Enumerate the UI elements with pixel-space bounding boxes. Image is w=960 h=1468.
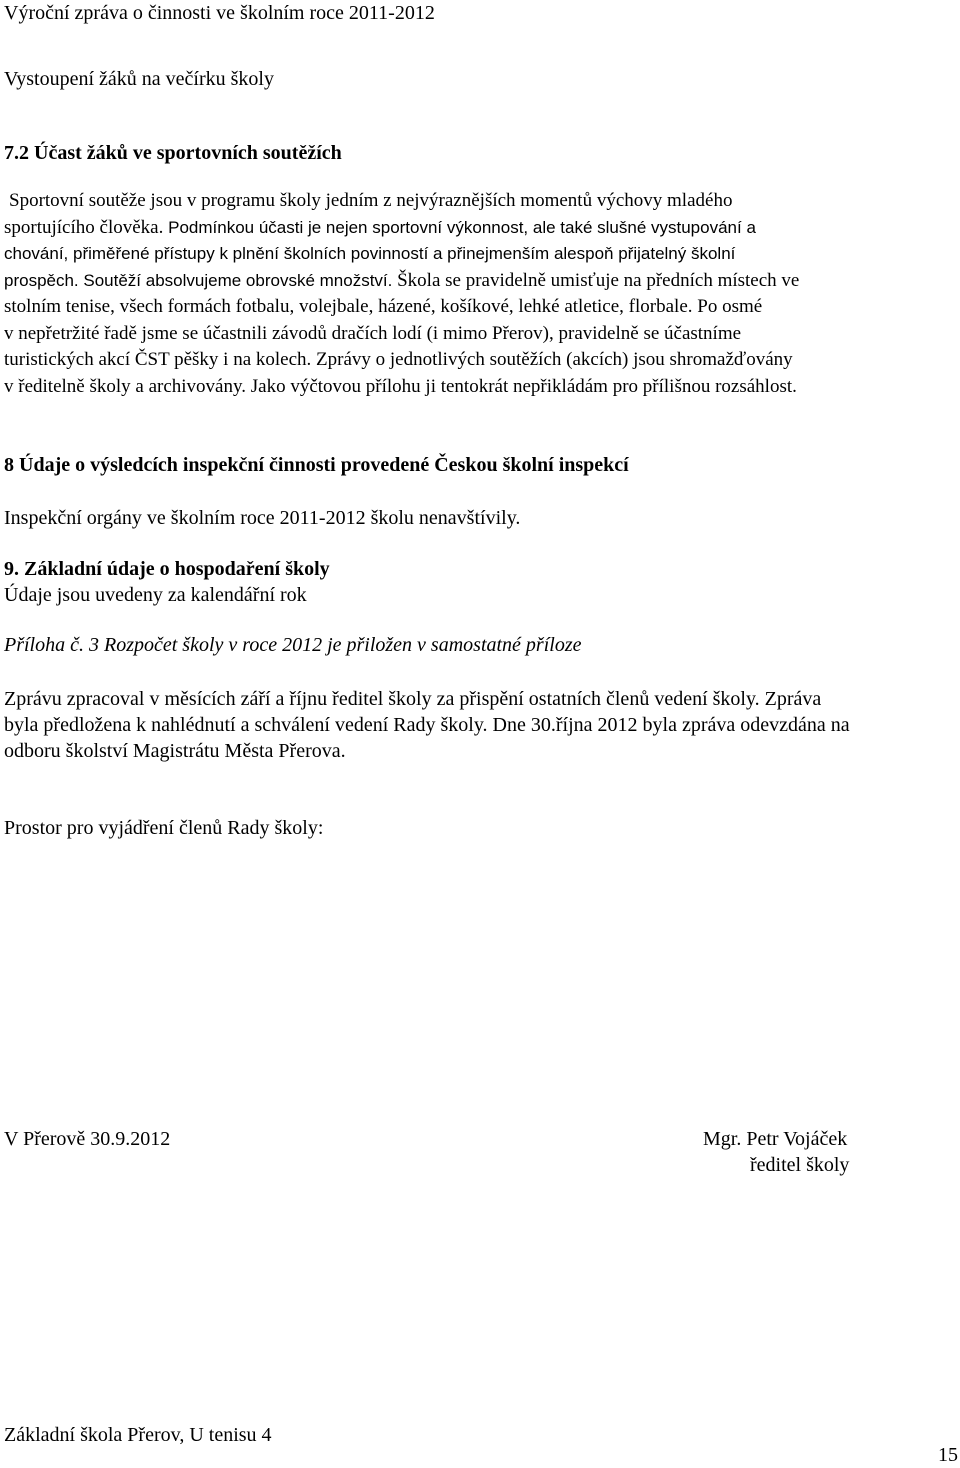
section-9-number: 9.: [4, 558, 19, 580]
report-line: odboru školství Magistrátu Města Přerova.: [4, 740, 346, 762]
body-text: Sportovní soutěže jsou v programu školy jedním z nejvýraznějších momentů výchovy mladého: [9, 190, 733, 211]
body-line: [4, 215, 956, 242]
signatory-role: ředitel školy: [750, 1154, 850, 1176]
body-line: [4, 374, 956, 401]
body-line: [4, 347, 956, 374]
body-line: [4, 294, 956, 321]
performance-note: Vystoupení žáků na večírku školy: [4, 68, 274, 90]
footer-school: Základní škola Přerov, U tenisu 4: [4, 1424, 272, 1446]
body-text: Škola se pravidelně umisťuje na předních místech ve: [397, 269, 800, 291]
body-line: [4, 268, 956, 295]
place-date: V Přerově 30.9.2012: [4, 1128, 171, 1150]
section-7-2-body: [4, 188, 956, 400]
body-text: v nepřetržité řadě jsme se účastnili závodů dračích lodí (i mimo Přerov), pravidelně se účastníme: [4, 322, 742, 344]
inspection-text: Inspekční orgány ve školním roce 2011-2012 školu nenavštívily.: [4, 507, 521, 529]
body-text-sans: chování, přiměřené přístupy k plnění školních povinností a přinejmenším alespoň přijatelný školní: [4, 244, 736, 263]
signature-block: [703, 1126, 849, 1178]
body-text: stolním tenise, všech formách fotbalu, volejbale, házené, košíkové, lehké atletice, florbale. Po osmé: [4, 296, 763, 317]
report-line: byla předložena k nahlédnutí a schválení vedení Rady školy. Dne 30.října 2012 byla zpráva odevzdána na: [4, 714, 850, 736]
council-space-label: Prostor pro vyjádření členů Rady školy:: [4, 817, 324, 839]
page-number: 15: [938, 1444, 958, 1466]
body-text: v ředitelně školy a archivovány. Jako výčtovou přílohu ji tentokrát nepřikládám pro přílišnou rozsáhlost.: [4, 375, 797, 397]
appendix-note: Příloha č. 3 Rozpočet školy v roce 2012 je přiložen v samostatné příloze: [4, 634, 582, 656]
body-text-sans: Podmínkou účasti je nejen sportovní výkonnost, ale také slušné vystupování a: [168, 217, 756, 237]
body-line: [4, 321, 956, 348]
section-8-heading: 8 Údaje o výsledcích inspekční činnosti provedené Českou školní inspekcí: [4, 454, 629, 476]
signatory-name: Mgr. Petr Vojáček: [703, 1128, 848, 1150]
report-paragraph: [4, 686, 850, 764]
body-text: turistických akcí ČST pěšky i na kolech. Zprávy o jednotlivých soutěžích (akcích) jsou shromažďovány: [4, 349, 793, 370]
body-text-sans: prospěch. Soutěží absolvujeme obrovské množství.: [4, 270, 398, 290]
report-line: Zprávu zpracoval v měsících září a říjnu ředitel školy za přispění ostatních členů vedení školy. Zpráva: [4, 688, 822, 710]
body-line: [4, 241, 956, 268]
body-text: sportujícího člověka.: [4, 216, 169, 238]
document-title: Výroční zpráva o činnosti ve školním roce 2011-2012: [4, 2, 435, 24]
body-line: [4, 188, 956, 215]
budget-note: Údaje jsou uvedeny za kalendářní rok: [4, 584, 307, 606]
section-7-2-heading: 7.2 Účast žáků ve sportovních soutěžích: [4, 142, 342, 164]
section-9-heading: [4, 556, 330, 582]
section-9-title: Základní údaje o hospodaření školy: [19, 558, 330, 580]
